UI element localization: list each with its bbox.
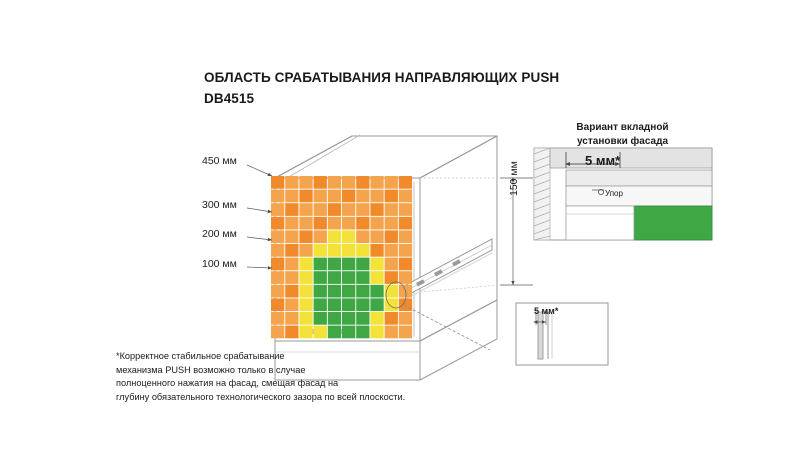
push-zone-cell	[328, 244, 341, 257]
push-zone-cell	[328, 298, 341, 311]
push-zone-cell	[299, 244, 312, 257]
push-zone-cell	[271, 285, 284, 298]
push-zone-cell	[271, 258, 284, 271]
push-zone-cell	[385, 312, 398, 325]
push-zone-cell	[314, 203, 327, 216]
push-zone-cell	[342, 217, 355, 230]
push-zone-cell	[285, 258, 298, 271]
footnote-line4: глубину обязательного технологического зазора по всей плоскости.	[116, 391, 406, 402]
push-zone-cell	[314, 176, 327, 189]
push-zone-cell	[271, 176, 284, 189]
push-zone-cell	[370, 271, 383, 284]
push-zone-cell	[385, 217, 398, 230]
push-zone-cell	[285, 230, 298, 243]
push-zone-cell	[342, 326, 355, 339]
push-zone-cell	[399, 230, 412, 243]
footnote-line3: полноценного нажатия на фасад, смещая фасад на	[116, 378, 339, 389]
push-zone-cell	[314, 190, 327, 203]
push-zone-cell	[299, 217, 312, 230]
push-zone-cell	[299, 258, 312, 271]
push-zone-cell	[285, 271, 298, 284]
push-zone-cell	[328, 326, 341, 339]
push-zone-cell	[285, 176, 298, 189]
push-zone-cell	[342, 230, 355, 243]
inset-top-title	[530, 121, 715, 149]
push-zone-cell	[385, 326, 398, 339]
push-zone-cell	[328, 217, 341, 230]
footnote	[116, 350, 456, 404]
push-zone-cell	[299, 176, 312, 189]
push-zone-cell	[399, 244, 412, 257]
push-zone-cell	[356, 312, 369, 325]
slide-shadow	[404, 253, 492, 300]
push-zone-cell	[271, 298, 284, 311]
push-zone-cell	[285, 190, 298, 203]
detail-box-top	[534, 148, 712, 240]
push-zone-cell	[285, 217, 298, 230]
push-zone-cell	[314, 312, 327, 325]
push-zone-cell	[342, 190, 355, 203]
push-zone-grid	[271, 176, 412, 338]
push-zone-cell	[399, 176, 412, 189]
detail-box-bottom	[516, 303, 608, 365]
push-zone-cell	[342, 203, 355, 216]
push-zone-cell	[328, 190, 341, 203]
inset-top-title-line1: Вариант вкладной	[576, 122, 669, 133]
label-450mm: 450 мм	[202, 155, 237, 167]
push-zone-cell	[328, 176, 341, 189]
push-zone-cell	[356, 244, 369, 257]
push-zone-cell	[299, 190, 312, 203]
push-zone-cell	[271, 230, 284, 243]
push-zone-cell	[271, 271, 284, 284]
push-zone-cell	[285, 326, 298, 339]
push-zone-cell	[399, 312, 412, 325]
page-title-line1: ОБЛАСТЬ СРАБАТЫВАНИЯ НАПРАВЛЯЮЩИХ PUSH	[204, 70, 560, 85]
push-zone-cell	[385, 244, 398, 257]
push-zone-cell	[299, 230, 312, 243]
push-zone-cell	[399, 271, 412, 284]
push-zone-cell	[370, 176, 383, 189]
push-zone-cell	[399, 258, 412, 271]
inset-top-dimension: 5 мм*	[585, 153, 621, 168]
push-zone-cell	[370, 312, 383, 325]
push-zone-cell	[370, 190, 383, 203]
push-zone-cell	[314, 230, 327, 243]
push-zone-cell	[385, 230, 398, 243]
push-zone-cell	[385, 176, 398, 189]
push-zone-cell	[356, 203, 369, 216]
push-zone-cell	[314, 326, 327, 339]
push-zone-cell	[342, 244, 355, 257]
push-zone-cell	[271, 190, 284, 203]
push-zone-cell	[342, 285, 355, 298]
push-zone-cell	[314, 258, 327, 271]
push-zone-cell	[271, 217, 284, 230]
push-zone-cell	[299, 203, 312, 216]
push-zone-cell	[385, 190, 398, 203]
push-zone-cell	[385, 203, 398, 216]
push-zone-cell	[271, 203, 284, 216]
push-zone-cell	[328, 271, 341, 284]
push-zone-cell	[285, 244, 298, 257]
label-depth-150mm: 150 мм	[508, 161, 520, 196]
footnote-line2: механизма PUSH возможно только в случае	[116, 364, 306, 375]
push-zone-cell	[299, 326, 312, 339]
push-zone-cell	[314, 244, 327, 257]
push-zone-cell	[356, 271, 369, 284]
push-zone-cell	[370, 203, 383, 216]
push-zone-cell	[370, 217, 383, 230]
push-zone-cell	[356, 298, 369, 311]
push-zone-cell	[328, 230, 341, 243]
push-zone-cell	[399, 326, 412, 339]
push-zone-cell	[370, 285, 383, 298]
push-zone-cell	[370, 258, 383, 271]
push-zone-cell	[399, 203, 412, 216]
push-zone-cell	[285, 285, 298, 298]
push-zone-cell	[342, 176, 355, 189]
push-zone-cell	[356, 258, 369, 271]
push-zone-cell	[342, 271, 355, 284]
push-zone-cell	[370, 244, 383, 257]
page-title-line2: DB4515	[204, 90, 255, 106]
inset-top-title-line2: установки фасада	[576, 136, 669, 147]
push-zone-cell	[399, 190, 412, 203]
push-zone-cell	[356, 176, 369, 189]
push-zone-cell	[314, 271, 327, 284]
push-zone-cell	[356, 190, 369, 203]
push-zone-cell	[328, 312, 341, 325]
inset-top-stop-label: Упор	[605, 189, 623, 198]
push-zone-cell	[370, 298, 383, 311]
drawer-slide	[404, 239, 492, 297]
push-zone-cell	[299, 285, 312, 298]
push-zone-cell	[271, 244, 284, 257]
push-zone-cell	[328, 258, 341, 271]
push-zone-cell	[314, 285, 327, 298]
push-zone-cell	[385, 258, 398, 271]
push-zone-cell	[356, 217, 369, 230]
dimension-leaders	[247, 165, 272, 268]
push-zone-cell	[356, 285, 369, 298]
push-zone-cell	[299, 312, 312, 325]
push-zone-cell	[285, 312, 298, 325]
push-zone-cell	[271, 326, 284, 339]
push-zone-cell	[271, 312, 284, 325]
push-zone-cell	[370, 326, 383, 339]
push-zone-cell	[342, 258, 355, 271]
footnote-line1: *Корректное стабильное срабатывание	[116, 351, 285, 361]
push-zone-cell	[299, 298, 312, 311]
push-zone-cell	[328, 285, 341, 298]
label-200mm: 200 мм	[202, 228, 237, 240]
push-zone-cell	[299, 271, 312, 284]
label-300mm: 300 мм	[202, 199, 237, 211]
push-zone-cell	[328, 203, 341, 216]
label-100mm: 100 мм	[202, 258, 237, 270]
push-zone-cell	[342, 298, 355, 311]
inset-bottom-dimension: 5 мм*	[534, 306, 559, 316]
push-zone-cell	[314, 217, 327, 230]
push-zone-cell	[356, 230, 369, 243]
push-zone-cell	[314, 298, 327, 311]
push-zone-cell	[285, 298, 298, 311]
push-zone-cell	[370, 230, 383, 243]
push-zone-cell	[356, 326, 369, 339]
push-zone-cell	[285, 203, 298, 216]
push-zone-cell	[399, 217, 412, 230]
push-zone-cell	[342, 312, 355, 325]
